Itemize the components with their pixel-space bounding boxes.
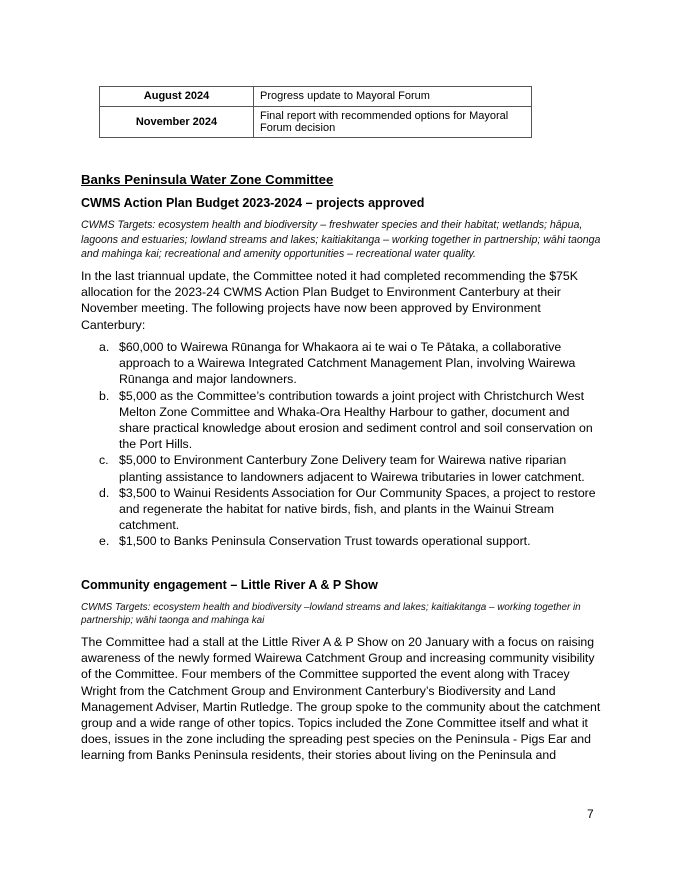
budget-heading: CWMS Action Plan Budget 2023-2024 – projects approved <box>81 196 425 210</box>
list-marker: d. <box>99 485 110 500</box>
list-item <box>81 485 601 534</box>
list-item-text: $5,000 to Environment Canterbury Zone Delivery team for Wairewa native riparian planting assistance to landowners adjacent to Wairewa tributaries in lower catchment. <box>119 453 585 484</box>
list-item-text: $5,000 as the Committee’s contribution towards a joint project with Christchurch West Melton Zone Committee and Whaka-Ora Healthy Harbour to gather, document and share practical knowledge about erosion and sediment control and soil conservation on the Port Hills. <box>119 388 593 452</box>
list-item <box>81 339 601 388</box>
page-number: 7 <box>587 807 594 821</box>
engagement-targets: CWMS Targets: ecosystem health and biodiversity –lowland streams and lakes; kaitiakitanga – working together in partnership; wāhi taonga and mahinga kai <box>81 602 581 626</box>
schedule-date: August 2024 <box>100 87 254 107</box>
engagement-heading: Community engagement – Little River A & P Show <box>81 578 378 592</box>
budget-targets: CWMS Targets: ecosystem health and biodiversity – freshwater species and their habitat; wetlands; hāpua, lagoons and estuaries; lowland streams and lakes; kaitiakitanga – working together in partnership; wāhi taonga and mahinga kai; recreational and amenity opportunities – recreational water quality. <box>81 219 601 260</box>
table-row <box>100 107 532 138</box>
list-item-text: $3,500 to Wainui Residents Association for Our Community Spaces, a project to restore and regenerate the habitat for native birds, fish, and plants in the Wainui Stream catchment. <box>119 485 596 533</box>
section-title: Banks Peninsula Water Zone Committee <box>81 172 334 187</box>
budget-intro: In the last triannual update, the Committee noted it had completed recommending the $75K allocation for the 2023-24 CWMS Action Plan Budget to Environment Canterbury at their November meeting. The following projects have now been approved by Environment Canterbury: <box>81 269 578 332</box>
list-item <box>81 533 601 549</box>
schedule-item: Progress update to Mayoral Forum <box>254 87 532 107</box>
list-marker: b. <box>99 388 110 403</box>
list-marker: e. <box>99 534 110 549</box>
list-marker: c. <box>99 453 109 468</box>
schedule-table <box>99 86 532 138</box>
list-item-text: $60,000 to Wairewa Rūnanga for Whakaora ai te wai o Te Pātaka, a collaborative approach to a Wairewa Integrated Catchment Management Plan, involving Wairewa Rūnanga and major landowners. <box>119 340 576 387</box>
list-item <box>81 388 601 453</box>
list-item-text: $1,500 to Banks Peninsula Conservation Trust towards operational support. <box>119 534 531 549</box>
projects-list <box>81 339 601 550</box>
schedule-item: Final report with recommended options for Mayoral Forum decision <box>254 107 532 138</box>
list-item <box>81 452 601 484</box>
schedule-date: November 2024 <box>100 107 254 138</box>
engagement-body: The Committee had a stall at the Little River A & P Show on 20 January with a focus on raising awareness of the newly formed Wairewa Catchment Group and increasing community visibility of the Committee. Four members of the Committee supported the event along with Tracey Wright from the Catchment Group and Environment Canterbury’s Biodiversity and Land Management Adviser, Martin Rutledge. The group spoke to the community about the catchment group and a wide range of other topics. Topics included the Zone Committee itself and what it does, issues in the zone including the spreading pest species on the Peninsula - Pigs Ear and learning from Banks Peninsula residents, their stories about living on the Peninsula and <box>81 635 601 763</box>
list-marker: a. <box>99 340 110 354</box>
table-row <box>100 87 532 107</box>
